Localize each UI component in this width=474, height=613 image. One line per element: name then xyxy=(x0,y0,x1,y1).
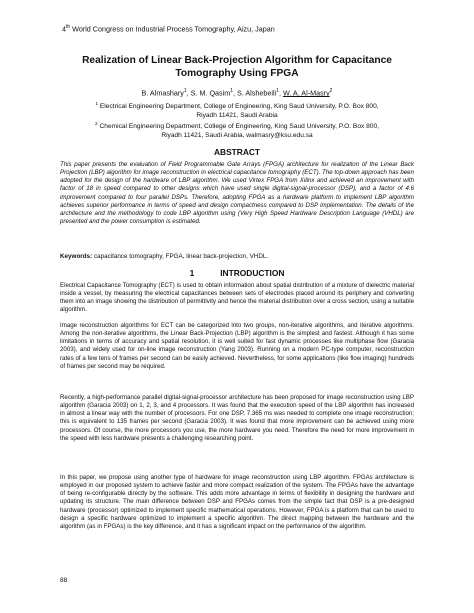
section-title: INTRODUCTION xyxy=(220,268,285,278)
affiliation-mark: 2 xyxy=(95,122,98,127)
affiliation-line-1: Electrical Engineering Department, College of Engineering, King Saud University, P.O. Box 800, xyxy=(98,103,379,111)
paper-title xyxy=(40,55,434,80)
affiliation-line-1: Chemical Engineering Department, College of Engineering, King Saud University, P.O. Box 800, xyxy=(97,123,379,131)
abstract-text: This paper presents the evaluation of Field Programmable Gate Arrays (FPGA) architecture for realization of the Linear Back Projection (LBP) algorithm for image reconstruction in electrical capacitance tomography (ECT). The top-down approach has been adopted for the design of the hardware of LBP algorithm. We used Virtex FPGA from Xilinx and achieved an improvement with factor of 18 in speed compared to other designs which have used single digital-signal-processor (DSP), and a factor of 4.6 improvement compared to four parallel DSPs. Therefore, adopting FPGA as a hardware platform to implement LBP algorithm achieves superior performance in terms of speed and design compactness compared to DSP implementation. The details of the architecture and the methodology to code LBP algorithm using (Very High Speed Hardware Description Language (VHDL) are presented and the power consumption is estimated. xyxy=(60,161,414,226)
author-affiliation-mark: 1 xyxy=(276,88,279,94)
author-name: S. M. Qasim xyxy=(190,88,231,98)
affiliation-line-2: Riyadh 11421, Saudi Arabia, walmasry@ksu.edu.sa xyxy=(161,132,313,140)
author-name: B. Almashary xyxy=(141,88,184,98)
author-affiliation-mark: 1 xyxy=(183,88,187,94)
author-separator: , xyxy=(186,88,191,98)
keywords xyxy=(60,253,414,260)
author-affiliation-mark: 2 xyxy=(329,88,333,94)
body-paragraph-4: In this paper, we propose using another type of hardware for image reconstruction using LBP algorithm. FPGAs architecture is employed in our proposed system to achieve faster and more compact realization of the system. The FPGAs have the advantage of being re-configurable directly by the software. This adds more advantage in terms of flexibility in designing the hardware and updating its structure. The main difference between DSP and FPGAs comes from the simple fact that DSP is a pre-designed hardware (processor) optimized to implement specific mathematical operations. However, FPGA is a platform that can be used to design a specific hardware optimized to implement a specific algorithm. The direct mapping between the hardware and the algorithm (as in FPGAs) is the key difference, and it has a significant impact on the performance of the algorithm. xyxy=(60,474,414,530)
conference-name: World Congress on Industrial Process Tomography, Aizu, Japan xyxy=(70,24,275,34)
author-list xyxy=(40,88,434,97)
author-separator: , xyxy=(233,88,237,98)
conference-number-suffix: th xyxy=(66,24,71,30)
paper-title-line-2: Tomography Using FPGA xyxy=(175,67,299,79)
body-paragraph-2: Image reconstruction algorithms for ECT can be categorized into two groups, non-iterative algorithms, and iterative algorithms. Among the non-iterative algorithms, the Linear Back-Projection (LBP) algorithm is the simplest and fastest. Although it has some limitations in terms of accuracy and spatial resolution, it is well suited for fast dynamic processes like multiphase flow (Garacia 2003), and widely used for on-line image reconstruction (Yang 2003). Running on a modern PC-type computer, reconstruction rates of a few tens of frames per second can be easily achieved. Nevertheless, for some applications (like flow imaging) hundreds of frames per second may be required. xyxy=(60,322,414,370)
affiliation-line-2: Riyadh 11421, Saudi Arabia xyxy=(196,112,278,120)
corresponding-author-name: W. A. Al-Masry xyxy=(282,88,330,98)
author-separator: , xyxy=(278,88,283,98)
conference-number: 4 xyxy=(62,24,66,34)
keywords-text: capacitance tomography, FPGA, linear back-projection, VHDL. xyxy=(92,253,269,260)
author-affiliation-mark: 1 xyxy=(230,88,233,94)
body-paragraph-3: Recently, a high-performance parallel digital-signal-processor architecture has been proposed for image reconstruction using LBP algorithm (Garacia 2003) on 1, 2, 3, and 4 processors. It was found that the execution speed of the LBP algorithm has increased in almost a linear way with the number of processors. For one DSP, 7.365 ms was needed to complete one image reconstruction; this is equivalent to 135 frames per second (Garacia 2003). It was found that more improvement can be achieved using more processors. Of course, the more processors you use, the more hardware you need. Therefore the need for more improvement in the speed with less hardware presents a challenging researching point. xyxy=(60,394,414,442)
page-number: 88 xyxy=(60,577,68,584)
affiliation-2 xyxy=(40,120,434,141)
body-paragraph-1: Electrical Capacitance Tomography (ECT) is used to obtain information about spatial distribution of a mixture of dielectric material inside a vessel, by measuring the electrical capacitances between sets of electrodes placed around its periphery and converting them into an image showing the distribution of permittivity and hence the material distribution over a cross section, using a suitable algorithm. xyxy=(60,282,414,314)
affiliation-1 xyxy=(40,100,434,121)
running-header xyxy=(62,24,275,33)
keywords-label: Keywords: xyxy=(60,253,93,260)
abstract-heading: ABSTRACT xyxy=(213,147,261,157)
affiliation-mark: 1 xyxy=(95,102,99,107)
section-heading-introduction xyxy=(40,268,434,278)
section-number: 1 xyxy=(189,268,195,278)
author-name: S. Alshebeili xyxy=(237,88,277,98)
paper-title-line-1: Realization of Linear Back-Projection Algorithm for Capacitance xyxy=(82,55,392,66)
